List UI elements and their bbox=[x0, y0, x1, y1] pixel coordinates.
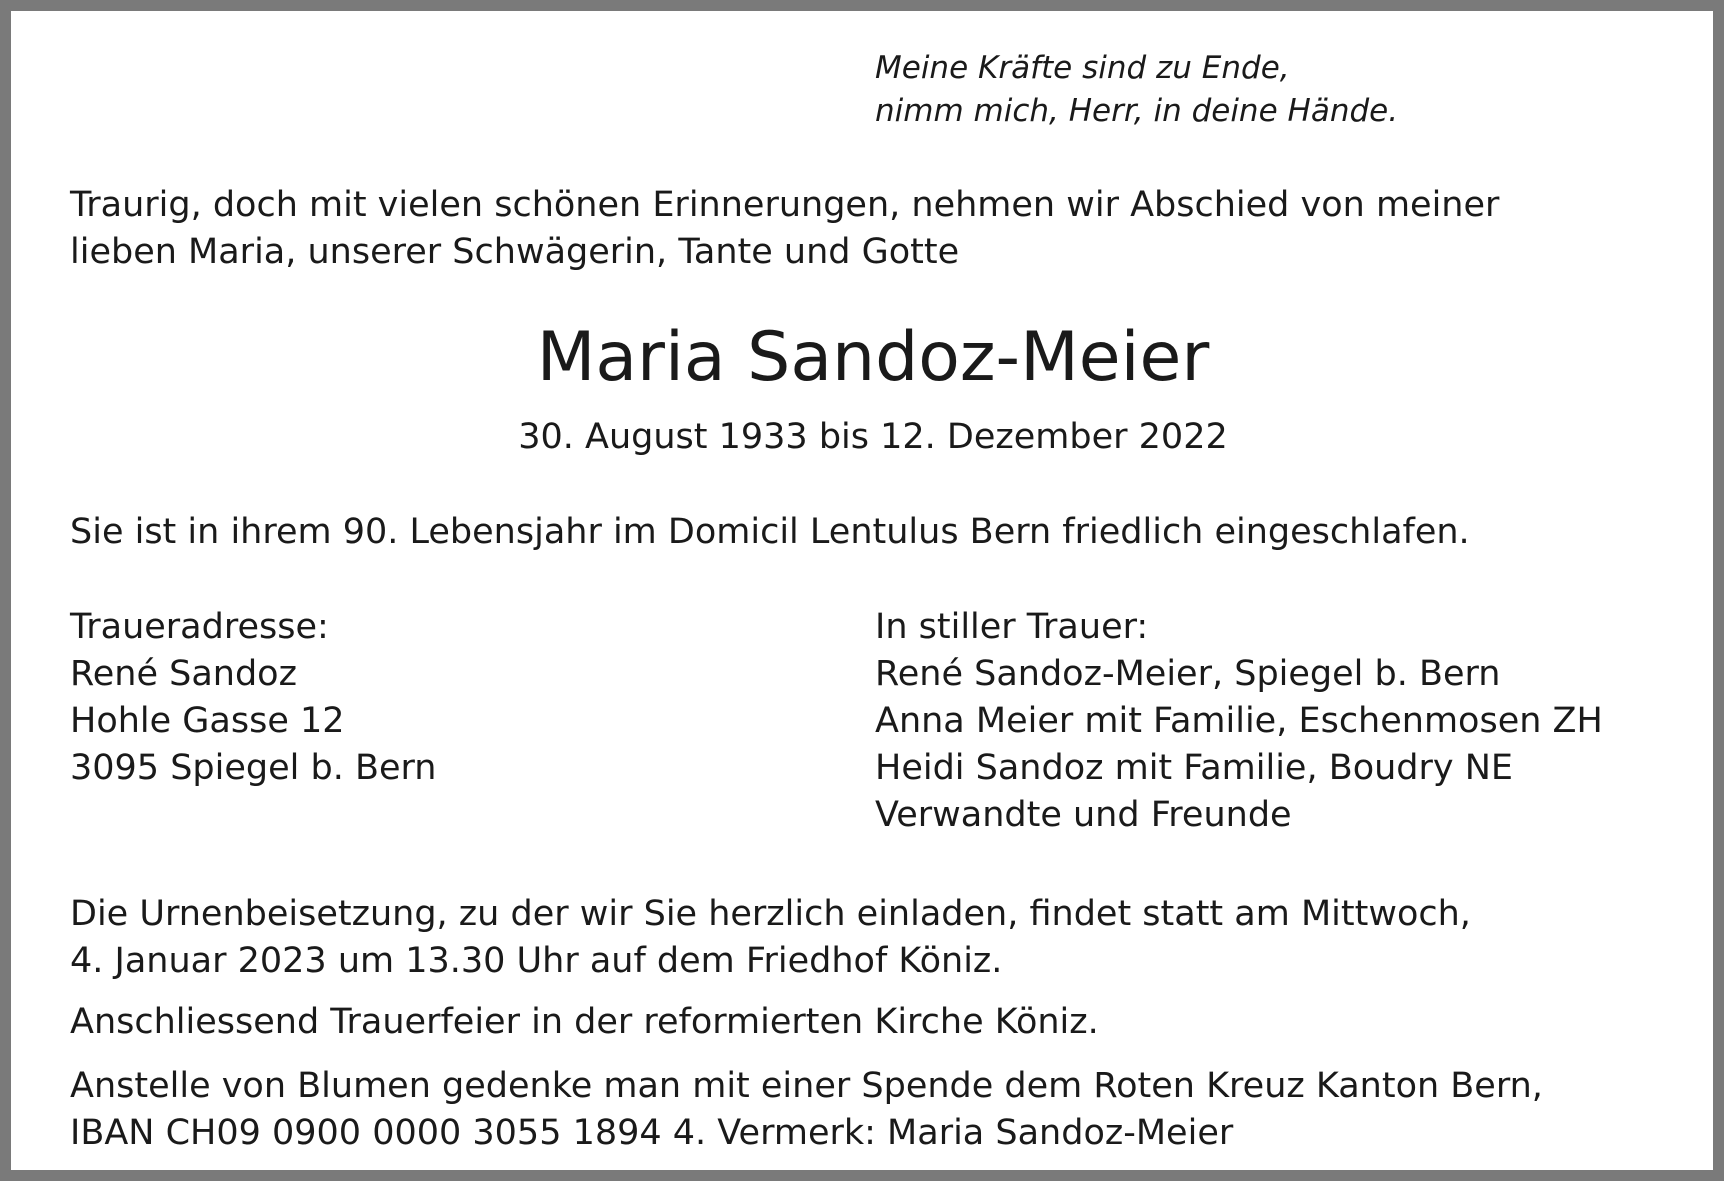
donation-line: Anstelle von Blumen gedenke man mit einer Spende dem Roten Kreuz Kanton Bern, bbox=[70, 1066, 1543, 1106]
mourning-address bbox=[70, 604, 436, 792]
donation-line: IBAN CH09 0900 0000 3055 1894 4. Vermerk: Maria Sandoz-Meier bbox=[70, 1113, 1234, 1153]
mourner-entry: René Sandoz-Meier, Spiegel b. Bern bbox=[875, 654, 1501, 694]
ceremony-line: Die Urnenbeisetzung, zu der wir Sie herzlich einladen, findet statt am Mittwoch, bbox=[70, 894, 1471, 934]
mourners-heading: In stiller Trauer: bbox=[875, 607, 1149, 647]
address-line: René Sandoz bbox=[70, 654, 297, 694]
quote-line: Meine Kräfte sind zu Ende, bbox=[875, 50, 1290, 86]
ceremony-text bbox=[70, 891, 1471, 985]
mourner-entry: Heidi Sandoz mit Familie, Boudry NE bbox=[875, 748, 1514, 788]
address-line: Hohle Gasse 12 bbox=[70, 701, 345, 741]
passing-text: Sie ist in ihrem 90. Lebensjahr im Domicil Lentulus Bern friedlich eingeschlafen. bbox=[70, 512, 1470, 552]
address-line: 3095 Spiegel b. Bern bbox=[70, 748, 437, 788]
donation-text bbox=[70, 1063, 1543, 1157]
intro-line: Traurig, doch mit vielen schönen Erinnerungen, nehmen wir Abschied von meiner bbox=[70, 185, 1500, 225]
address-heading: Traueradresse: bbox=[70, 607, 329, 647]
quote-line: nimm mich, Herr, in deine Hände. bbox=[875, 93, 1399, 129]
mourners-list bbox=[875, 604, 1603, 839]
mourner-entry: Verwandte und Freunde bbox=[875, 795, 1292, 835]
intro-text bbox=[70, 182, 1499, 276]
service-text: Anschliessend Trauerfeier in der reformierten Kirche Köniz. bbox=[70, 1002, 1099, 1042]
ceremony-line: 4. Januar 2023 um 13.30 Uhr auf dem Friedhof Köniz. bbox=[70, 941, 1003, 981]
mourner-entry: Anna Meier mit Familie, Eschenmosen ZH bbox=[875, 701, 1603, 741]
deceased-name: Maria Sandoz-Meier bbox=[536, 318, 1210, 397]
scripture-quote bbox=[875, 47, 1398, 133]
intro-line: lieben Maria, unserer Schwägerin, Tante und Gotte bbox=[70, 232, 960, 272]
life-dates: 30. August 1933 bis 12. Dezember 2022 bbox=[518, 417, 1228, 457]
